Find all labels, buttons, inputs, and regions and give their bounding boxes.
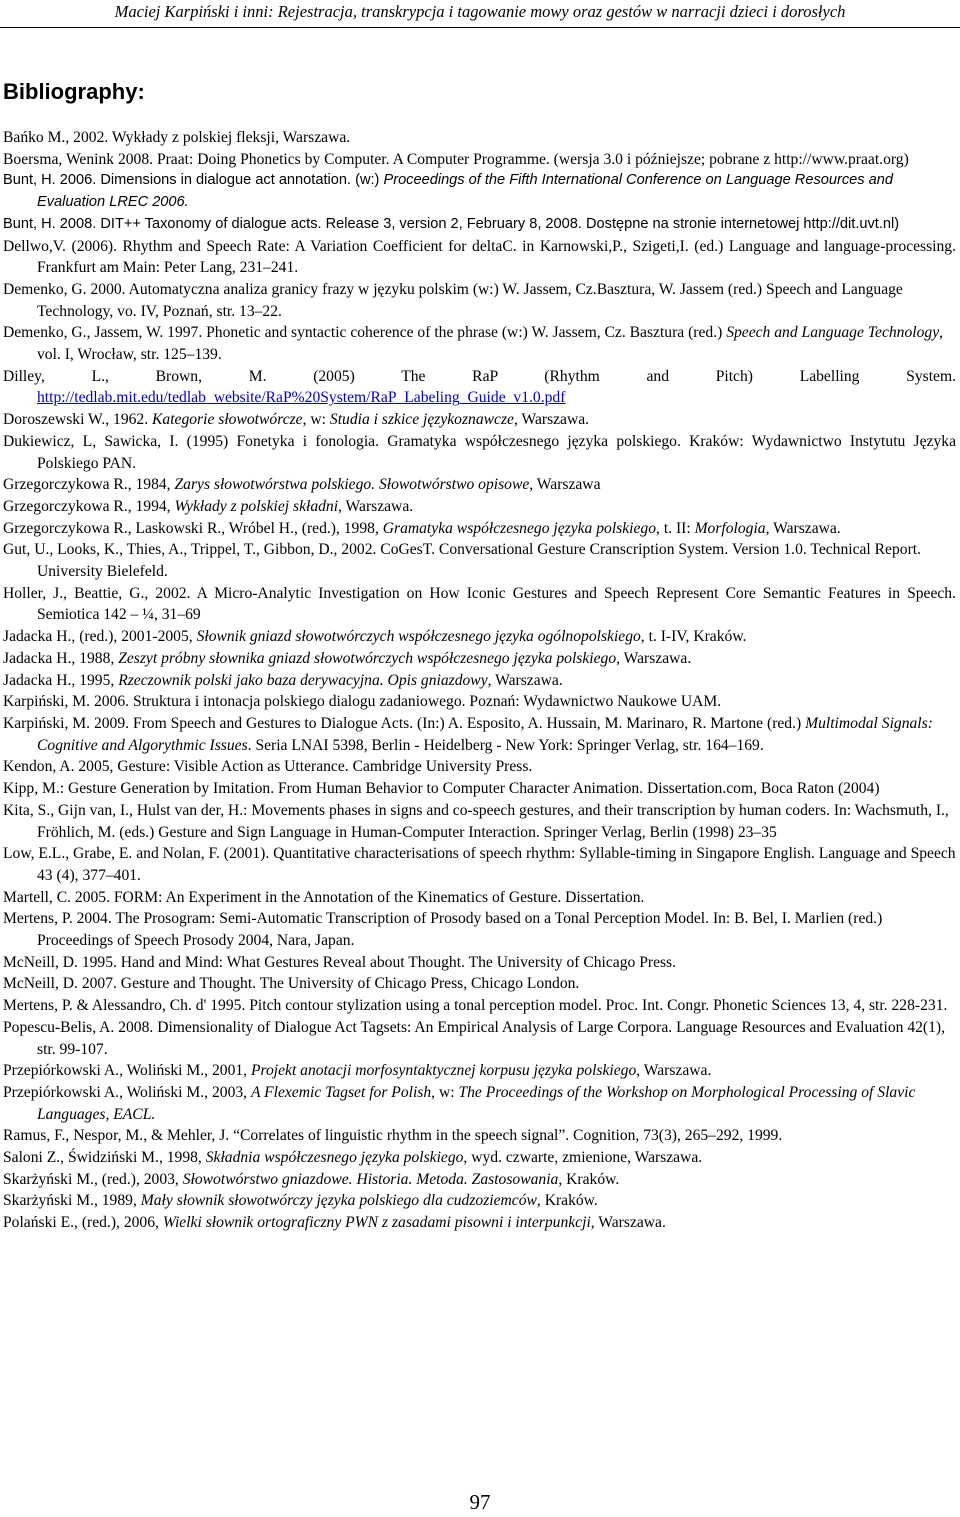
entry-text: , Warszawa. [338, 497, 414, 515]
bibliography-entry [3, 170, 956, 213]
bibliography-entry [3, 626, 956, 648]
bibliography-entry [3, 691, 956, 713]
header-rule [0, 27, 960, 28]
entry-text: Dilley, L., Brown, M. (2005) The RaP (Rhythm and Pitch) Labelling System. [3, 367, 956, 385]
bibliography-entry [3, 1060, 956, 1082]
bibliography-entry [3, 474, 956, 496]
entry-title-italic: Wielki słownik ortograficzny PWN z zasadami pisowni i interpunkcji [162, 1214, 591, 1232]
entry-text: Jadacka H., 1988, [3, 649, 119, 667]
entry-title-italic: Multimodal Signals: Cognitive and Algorythmic Issues [37, 714, 933, 754]
entry-text: , w: [431, 1083, 459, 1101]
entry-text: Grzegorczykowa R., 1994, [3, 497, 175, 515]
entry-text: Skarżyński M., 1989, [3, 1192, 141, 1210]
entry-text: , wyd. czwarte, zmienione, Warszawa. [463, 1149, 703, 1167]
bibliography-entry [3, 973, 956, 995]
entry-text: Grzegorczykowa R., Laskowski R., Wróbel H., (red.), 1998, [3, 519, 383, 537]
entry-title-italic: Mały słownik słowotwórczy języka polskiego dla cudzoziemców [140, 1192, 537, 1210]
bibliography-entry [3, 908, 956, 951]
entry-text: Doroszewski W., 1962. [3, 411, 153, 429]
bibliography-entry [3, 843, 956, 886]
bibliography-entry [3, 756, 956, 778]
entry-text: Kendon, A. 2005, Gesture: Visible Action as Utterance. Cambridge University Press. [3, 758, 533, 776]
entry-title-italic: Projekt anotacji morfosyntaktycznej korpusu języka polskiego [250, 1062, 637, 1080]
bibliography-entry [3, 279, 956, 322]
entry-text: Demenko, G. 2000. Automatyczna analiza granicy frazy w języku polskim (w:) W. Jassem, Cz.Basztura, W. Jassem (red.) Speech and Language Technology, vo. IV, Poznań, str. 13–22. [3, 280, 903, 320]
bibliography-entry [3, 887, 956, 909]
entry-title-italic: Proceedings of the Fifth International Conference on Language Resources and Evaluation LREC 2006. [37, 172, 893, 211]
entry-title-italic: Zarys słowotwórstwa polskiego. Słowotwórstwo opisowe [174, 476, 530, 494]
entry-title-italic: The Proceedings of the Workshop on Morphological Processing of Slavic Languages, EACL. [37, 1083, 916, 1123]
page-number: 97 [469, 1490, 491, 1514]
entry-text: Popescu-Belis, A. 2008. Dimensionality of Dialogue Act Tagsets: An Empirical Analysis of Large Corpora. Language Resources and Evaluation 42(1), str. 99-107. [3, 1018, 945, 1058]
bibliography-entry [3, 1017, 956, 1060]
entry-title-italic: A Flexemic Tagset for Polish [250, 1083, 432, 1101]
entry-title-italic: Rzeczownik polski jako baza derywacyjna. Opis gniazdowy [118, 671, 488, 689]
entry-text: . Seria LNAI 5398, Berlin - Heidelberg - New York: Springer Verlag, str. 164–169. [247, 736, 764, 754]
entry-text: Mertens, P. 2004. The Prosogram: Semi-Automatic Transcription of Prosody based on a Tonal Perception Model. In: B. Bel, I. Marlien (red.) Proceedings of Speech Prosody 2004, Nara, Japan. [3, 910, 883, 950]
entry-title-italic: Gramatyka współczesnego języka polskiego [382, 519, 657, 537]
entry-title-italic: Składnia współczesnego języka polskiego [205, 1149, 464, 1167]
entry-text: , Warszawa. [616, 649, 692, 667]
bibliography-entry [3, 670, 956, 692]
entry-text: Bunt, H. 2006. Dimensions in dialogue act annotation. (w:) [3, 172, 384, 189]
bibliography-entry [3, 518, 956, 540]
entry-text: , Warszawa. [636, 1062, 712, 1080]
entry-text: Holler, J., Beattie, G., 2002. A Micro-Analytic Investigation on How Iconic Gestures and Speech Represent Core Semantic Features in Speech. Semiotica 142 – ¼, 31–69 [3, 584, 956, 624]
entry-text: Gut, U., Looks, K., Thies, A., Trippel, T., Gibbon, D., 2002. CoGesT. Conversational Gesture Cranscription System. Version 1.0. Technical Report. University Bielefeld. [3, 541, 921, 581]
bibliography-entry [3, 366, 956, 409]
entry-title-italic: Słownik gniazd słowotwórczych współczesnego języka ogólnopolskiego [196, 628, 641, 646]
entry-text: Przepiórkowski A., Woliński M., 2003, [3, 1083, 251, 1101]
entry-text: Bańko M., 2002. Wykłady z polskiej fleksji, Warszawa. [3, 129, 351, 146]
entry-text: Dukiewicz, L, Sawicka, I. (1995) Fonetyka i fonologia. Gramatyka współczesnego języka polskiego. Kraków: Wydawnictwo Instytutu Języka Polskiego PAN. [3, 432, 956, 472]
entry-text: Grzegorczykowa R., 1984, [3, 476, 175, 494]
entry-text: , Warszawa. [513, 411, 590, 429]
entry-text: Kipp, M.: Gesture Generation by Imitation. From Human Behavior to Computer Character Animation. Dissertation.com, Boca Raton (2004) [3, 780, 880, 798]
bibliography-entry [3, 778, 956, 800]
entry-title-italic: Studia i szkice językoznawcze [329, 411, 514, 429]
bibliography-entry [3, 236, 956, 279]
entry-text: Low, E.L., Grabe, E. and Nolan, F. (2001). Quantitative characterisations of speech rhythm: Syllable-timing in Singapore English. Language and Speech 43 (4), 377–401. [3, 845, 956, 884]
entry-title-italic: Morfologia [694, 519, 766, 537]
entry-title-italic: Speech and Language Technology [726, 324, 940, 342]
bibliography-entry [3, 1082, 956, 1125]
entry-text: Bunt, H. 2008. DIT++ Taxonomy of dialogue acts. Release 3, version 2, February 8, 2008. Dostępne na stronie internetowej http://dit.uvt.nl) [3, 215, 900, 232]
entry-text: Kita, S., Gijn van, I., Hulst van der, H.: Movements phases in signs and co-speech gestures, and their transcription by human coders. In: Wachsmuth, I., Fröhlich, M. (eds.) Gesture and Sign Language in Human-Computer Interaction. Springer Verlag, Berlin (1998) 23–35 [3, 801, 949, 841]
entry-text: , Warszawa [529, 476, 601, 494]
entry-text: Ramus, F., Nespor, M., & Mehler, J. “Correlates of linguistic rhythm in the speech signal”. Cognition, 73(3), 265–292, 1999. [3, 1127, 783, 1145]
entry-text: Boersma, Wenink 2008. Praat: Doing Phonetics by Computer. A Computer Programme. (wersja 3.0 i późniejsze; pobrane z http://www.praat.org) [3, 150, 909, 168]
entry-text: McNeill, D. 2007. Gesture and Thought. The University of Chicago Press, Chicago London. [3, 975, 580, 993]
bibliography-entry [3, 539, 956, 582]
entry-text: Martell, C. 2005. FORM: An Experiment in the Annotation of the Kinematics of Gesture. Dissertation. [3, 888, 645, 906]
entry-text: , Kraków. [558, 1170, 620, 1188]
entry-text: , t. I-IV, Kraków. [640, 628, 747, 646]
bibliography-entry [3, 952, 956, 974]
entry-text: Mertens, P. & Alessandro, Ch. d' 1995. Pitch contour stylization using a tonal perception model. Proc. Int. Congr. Phonetic Sciences 13, 4, str. 228-231. [3, 997, 948, 1015]
entry-text: McNeill, D. 1995. Hand and Mind: What Gestures Reveal about Thought. The University of Chicago Press. [3, 953, 677, 971]
entry-text: , Warszawa. [590, 1214, 666, 1232]
bibliography-entry [3, 409, 956, 431]
bibliography-entry [3, 713, 956, 756]
bibliography-entry [3, 127, 956, 149]
entry-link[interactable]: http://tedlab.mit.edu/tedlab_website/RaP%20System/RaP_Labeling_Guide_v1.0.pdf [37, 389, 566, 407]
bibliography-entry [3, 1169, 956, 1191]
bibliography-entry [3, 322, 956, 365]
entry-text: Karpiński, M. 2009. From Speech and Gestures to Dialogue Acts. (In:) A. Esposito, A. Hussain, M. Marinaro, R. Martone (red.) [3, 714, 806, 732]
entry-title-italic: Słowotwórstwo gniazdowe. Historia. Metoda. Zastosowania [182, 1170, 559, 1188]
entry-title-italic: Zeszyt próbny słownika gniazd słowotwórczych współczesnego języka polskiego [118, 649, 617, 667]
bibliography-entry [3, 431, 956, 474]
entry-text: Skarżyński M., (red.), 2003, [3, 1170, 183, 1188]
bibliography-entry [3, 995, 956, 1017]
entry-text: Jadacka H., 1995, [3, 671, 119, 689]
entry-text: , Warszawa. [487, 671, 563, 689]
entry-text: Demenko, G., Jassem, W. 1997. Phonetic and syntactic coherence of the phrase (w:) W. Jassem, Cz. Basztura (red.) [3, 324, 727, 342]
bibliography-entry [3, 1190, 956, 1212]
entry-text: , w: [302, 411, 330, 429]
bibliography-entry [3, 214, 956, 236]
entry-text: , Warszawa. [765, 519, 841, 537]
entry-text: Polański E., (red.), 2006, [3, 1214, 163, 1232]
bibliography-entry [3, 1125, 956, 1147]
bibliography-entry [3, 496, 956, 518]
entry-text: Przepiórkowski A., Woliński M., 2001, [3, 1062, 251, 1080]
entry-text: Jadacka H., (red.), 2001-2005, [3, 628, 197, 646]
bibliography-entry [3, 800, 956, 843]
bibliography-entry [3, 1212, 956, 1234]
entry-title-italic: Kategorie słowotwórcze [152, 411, 303, 429]
bibliography-entry [3, 648, 956, 670]
running-header: Maciej Karpiński i inni: Rejestracja, transkrypcja i tagowanie mowy oraz gestów w narracji dzieci i dorosłych [114, 2, 846, 21]
entry-text: , Kraków. [536, 1192, 598, 1210]
entry-text: , t. II: [656, 519, 695, 537]
bibliography-list [3, 127, 956, 1234]
entry-text: Dellwo,V. (2006). Rhythm and Speech Rate: A Variation Coefficient for deltaC. in Karnowski,P., Szigeti,I. (ed.) Language and language-processing. Frankfurt am Main: Peter Lang, 231–241. [3, 237, 956, 277]
bibliography-entry [3, 583, 956, 626]
bibliography-entry [3, 1147, 956, 1169]
bibliography-entry [3, 149, 956, 171]
bibliography-heading: Bibliography: [3, 79, 145, 104]
entry-text: , vol. I, Wrocław, str. 125–139. [37, 324, 944, 364]
entry-text: Karpiński, M. 2006. Struktura i intonacja polskiego dialogu zadaniowego. Poznań: Wydawnictwo Naukowe UAM. [3, 693, 722, 711]
entry-title-italic: Wykłady z polskiej składni [174, 497, 339, 515]
entry-text: Saloni Z., Świdziński M., 1998, [3, 1149, 206, 1167]
